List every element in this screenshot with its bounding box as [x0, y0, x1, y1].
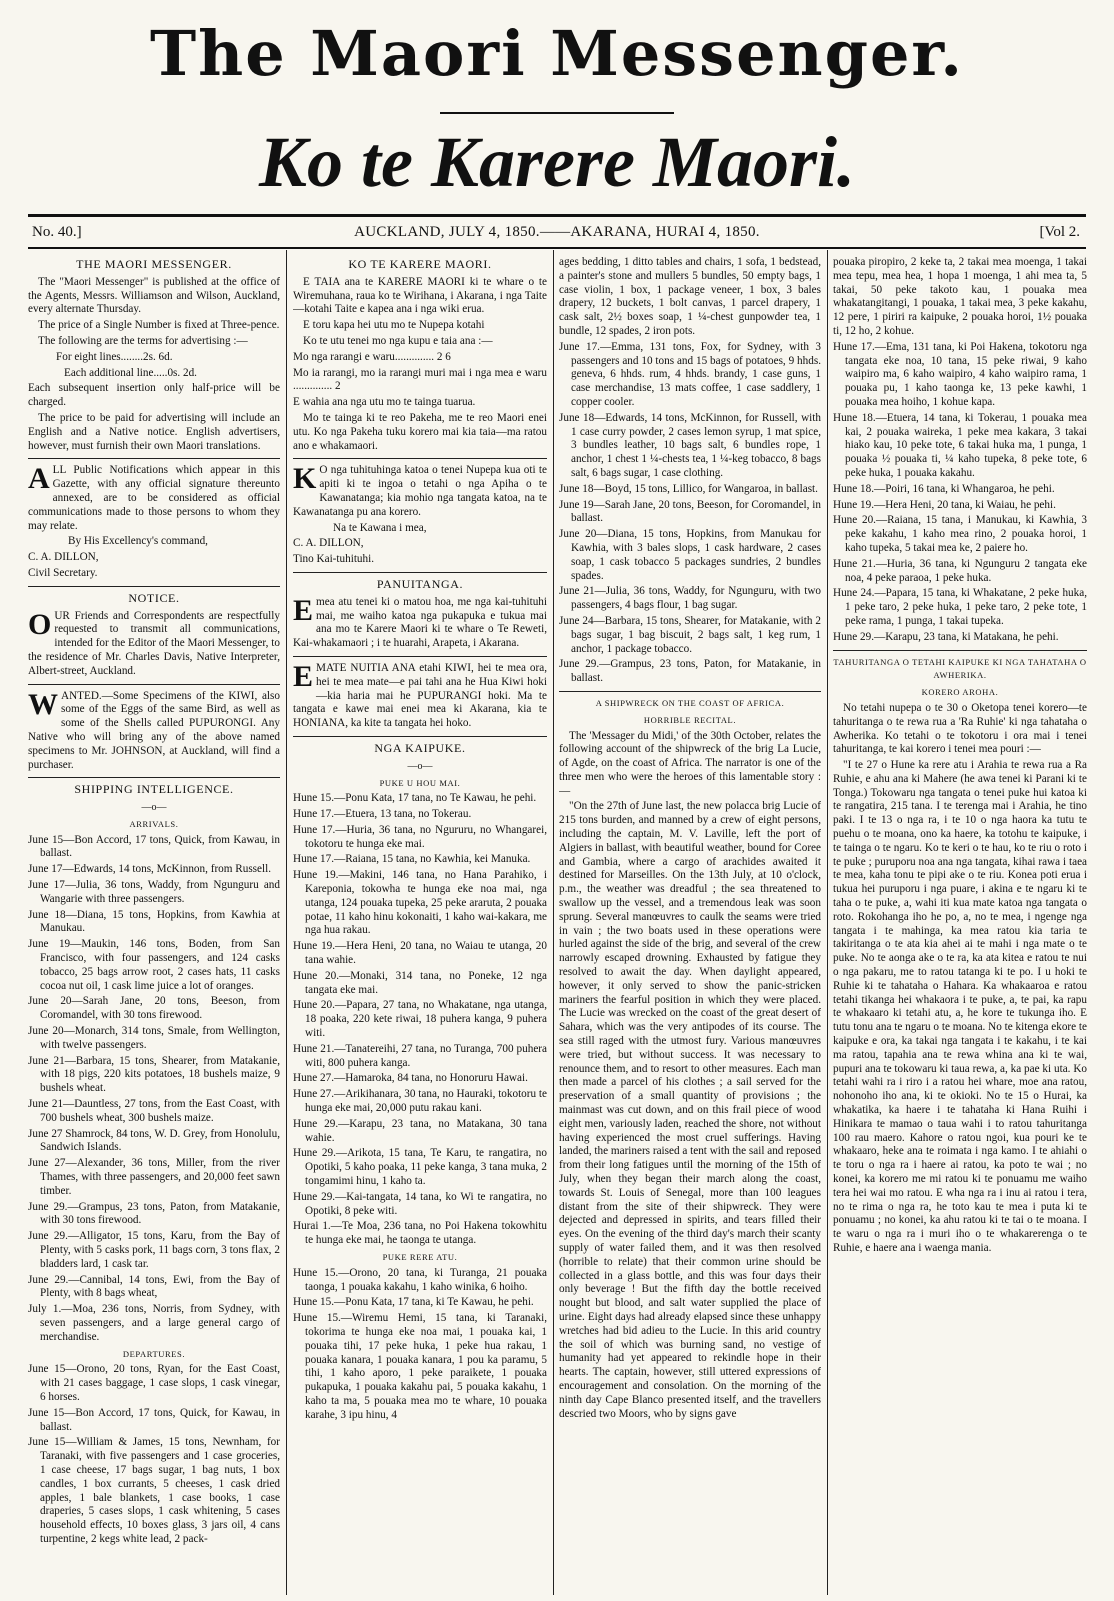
paragraph: E TAIA ana te KARERE MAORI ki te whare o te Wiremuhana, raua ko te Wirihana, i Akarana, i nga Taite—kotahi Taite e kapea ana i nga wiki erua.: [293, 275, 547, 316]
shipping-entry: June 20—Diana, 15 tons, Hopkins, from Manukau for Kawhia, with 3 bales slops, 1 cask hardware, 2 cases soap, 1 cask tobacco 5 packages sundries, 2 bundles spades.: [559, 528, 821, 582]
shipping-entry: June 15—Bon Accord, 17 tons, Quick, from Kawau, in ballast.: [28, 833, 280, 860]
paragraph: No tetahi nupepa o te 30 o Oketopa tenei korero—te tahuritanga o te rewa rua a 'Ra Ruhie' ki nga tahataha o Awherika. Ko tetahi o te tokotoru i ora mai i tenei tahuritanga, te kai korero i tenei mea pouri :—: [833, 701, 1087, 756]
shipping-entry: June 18—Boyd, 15 tons, Lillico, for Wangaroa, in ballast.: [559, 482, 818, 495]
departures-list: [28, 1363, 280, 1546]
command-line: Na te Kawana i mea,: [333, 521, 427, 534]
subheading-departures: DEPARTURES.: [122, 1348, 186, 1359]
shipping-entry: Hune 17.—Etuera, 13 tana, no Tokerau.: [293, 808, 472, 821]
heading-shipwreck: A SHIPWRECK ON THE COAST OF AFRICA.: [595, 697, 785, 708]
signature-name: C. A. DILLON,: [28, 551, 99, 564]
public-notice-maori: [293, 464, 547, 519]
issue-number: No. 40.]: [32, 224, 82, 240]
shipping-entry: Hune 29.—Kai-tangata, 14 tana, ko Wi te rangatira, no Opotiki, 8 peke witi.: [293, 1190, 547, 1217]
heading-karere-maori: KO TE KARERE MAORI.: [348, 257, 492, 271]
paragraph: E toru kapa hei utu mo te Nupepa kotahi: [303, 319, 485, 332]
column-3: [559, 256, 821, 1591]
signature-name: C. A. DILLON,: [293, 537, 364, 550]
shipping-entry: Hune 20.—Monaki, 314 tana, no Poneke, 12 nga tangata eke mai.: [293, 969, 547, 996]
kiwi-advert: [28, 687, 280, 773]
shipping-entry: Hune 19.—Makini, 146 tana, no Hana Parahiko, i Kareponia, tokowha te hunga eke noa mai, nga utanga, 124 pouaka tupeka, 25 peke araruta, 2 pouaka potae, 11 kaho hinu kokonaiti, 1 kaho wai-kakara, me nga hua rakau.: [293, 869, 547, 937]
arrivals-list: [293, 792, 547, 1248]
dateline: [28, 222, 1086, 244]
paragraph: E wahia ana nga utu mo te tainga tuarua.: [293, 396, 476, 409]
shipping-entry: June 18—Edwards, 14 tons, McKinnon, for Russell, with 1 case curry powder, 2 cases lemon syrup, 1 mat spice, 3 bundles leather, 10 bags salt, 6 bundles rope, 1 anchor, 1 chest 1 ¼-chests tea, 1 ¼-keg tobacco, 8 bags salt, 6 bags sugar, 1 case clothing.: [559, 411, 821, 479]
masthead-subtitle: Ko te Karere Maori.: [258, 122, 855, 202]
shipping-entry: June 15—Orono, 20 tons, Ryan, for the East Coast, with 21 cases baggage, 1 case slops, 1 cask vinegar, 6 horses.: [28, 1363, 280, 1403]
shipping-entry: June 24—Barbara, 15 tons, Shearer, for Matakanie, with 2 bags sugar, 1 bag biscuit, 2 bags salt, 1 keg rum, 1 anchor, 1 package tobacco.: [559, 614, 821, 655]
divider: [293, 572, 547, 573]
divider: [293, 458, 547, 459]
notice-text: UR Friends and Correspondents are respectfully requested to transmit all communications, intended for the Editor of the Maori Messenger, to the residence of Mr. Charles Davis, Native Interpreter, Albert-street, Auckland.: [28, 609, 280, 677]
notice-text: LL Public Notifications which appear in this Gazette, with any official signature thereunto annexed, are to be considered as official communications made to those persons to whom they may relate.: [28, 464, 280, 532]
drop-cap: A: [28, 462, 50, 496]
column-divider: [827, 250, 828, 1595]
shipping-entry: June 21—Dauntless, 27 tons, from the East Coast, with 700 bushels wheat, 300 bushels maize.: [28, 1098, 280, 1124]
price-line: Mo nga rarangi e waru.............. 2 6: [293, 350, 451, 363]
shipping-entry: Hune 29.—Karapu, 23 tana, no Matakana, 30 tana wahie.: [293, 1117, 547, 1144]
shipping-entry: Hune 20.—Raiana, 15 tana, i Manukau, ki Kawhia, 3 peke kakahu, 1 kaho mea rino, 2 pouaka horoi, 1 kaho tupeka, 5 takai mea ke, 2 paiere ho.: [833, 514, 1087, 554]
price-line: For eight lines........2s. 6d.: [56, 350, 173, 363]
paragraph: The 'Messager du Midi,' of the 30th October, relates the following account of the shipwreck of the brig La Lucie, of Agde, on the coast of Africa. The narrator is one of the three men who were the heroes of this lamentable story :—: [559, 729, 821, 797]
issue-date: AUCKLAND, JULY 4, 1850.——AKARANA, HURAI 4, 1850.: [354, 224, 760, 240]
drop-cap: K: [293, 462, 317, 496]
drop-cap: E: [293, 659, 314, 693]
column-divider: [286, 250, 287, 1595]
shipping-entry: June 27 Shamrock, 84 tons, W. D. Grey, from Honolulu, Sandwich Islands.: [28, 1127, 280, 1154]
divider: [559, 691, 821, 692]
paragraph: Ko te utu tenei mo nga kupu e taia ana :—: [303, 334, 493, 347]
shipping-entry: Hune 15.—Ponu Kata, 17 tana, ki Te Kawau, he pehi.: [293, 1296, 534, 1309]
shipping-entry: July 1.—Moa, 236 tons, Norris, from Sydney, with seven passengers, and a large general cargo of merchandise.: [28, 1303, 280, 1343]
advert-text: MATE NUITIA ANA etahi KIWI, hei te mea ora, hei te mea mate—e pai tahi ana he Hua Kiwi hoki—kia haria mai he PUPURANGI hoki. Ma te tangata e kawe mai enei mea ki Akarana, kia te HONIANA, ka kite ta tangata hei hoko.: [293, 661, 547, 730]
shipping-entry: Hurai 1.—Te Moa, 236 tana, no Poi Hakena tokowhitu te hunga eke mai, he taonga te utanga.: [293, 1220, 547, 1247]
shipping-entry: Hune 29.—Karapu, 23 tana, ki Matakana, he pehi.: [833, 630, 1059, 643]
shipping-entry: Hune 17.—Huria, 36 tana, no Ngururu, no Whangarei, tokotoru te hunga eke mai.: [293, 823, 547, 850]
heading-nga-kaipuke: NGA KAIPUKE.: [374, 740, 466, 755]
paragraph: The price of a Single Number is fixed at Three-pence.: [38, 319, 280, 332]
shipping-entry: Hune 20.—Papara, 27 tana, no Whakatane, nga utanga, 18 poaka, 220 kete riwai, 18 puhera kanga, 9 puhera witi.: [293, 999, 547, 1040]
shipping-entry: June 29.—Grampus, 23 tons, Paton, for Matakanie, in ballast.: [559, 658, 821, 685]
shipping-entry: Hune 21.—Huria, 36 tana, ki Ngunguru 2 tangata eke noa, 4 peke paraoa, 1 peke huka.: [833, 557, 1087, 584]
notice-text: mea atu tenei ki o matou hoa, me nga kai-tuhituhi mai, me waiho katoa nga pukapuka e tukua mai ana mo te Karere Maori ki te whare o Te Reweti, Kai-whakamaori ; i te huarahi, Arapeta, i Akarana.: [293, 595, 547, 650]
shipping-entry: Hune 27.—Hamaroka, 84 tana, no Honoruru Hawai.: [293, 1072, 528, 1085]
shipping-entry: June 29.—Cannibal, 14 tons, Ewi, from the Bay of Plenty, with 8 bags wheat,: [28, 1273, 280, 1300]
shipping-entry: June 29.—Alligator, 15 tons, Karu, from the Bay of Plenty, with 5 casks pork, 11 bags corn, 3 tons flax, 2 bladders lard, 1 cask tar.: [28, 1230, 280, 1270]
paragraph: The "Maori Messenger" is published at the office of the Agents, Messrs. Williamson and Wilson, Auckland, every alternate Thursday.: [28, 275, 280, 316]
public-notice: [28, 464, 280, 533]
price-line: Each additional line.....0s. 2d.: [64, 366, 197, 379]
shipping-entry: June 29.—Grampus, 23 tons, Paton, from Matakanie, with 30 tons firewood.: [28, 1200, 280, 1227]
shipping-entry: June 15—Bon Accord, 17 tons, Quick, for Kawau, in ballast.: [28, 1406, 280, 1433]
price-line: Mo ia rarangi, mo ia rarangi muri mai i nga mea e waru .............. 2: [293, 366, 547, 393]
divider: [293, 656, 547, 657]
paragraph: "On the 27th of June last, the new polacca brig Lucie of 215 tons burden, and manned by a crew of eight persons, including the captain, M. V. Laville, left the port of Algiers in ballast, with beautiful weather, bound for Coree and Gambia, where a cargo of arachides awaited it destined for Marseilles. On the 13th July, at 10 o'clock, p.m., the weather was dreadful ; the sea threatened to swallow up the vessel, and a tremendous leak was soon sprung. Several manœuvres to caulk the seams were tried in vain ; the two boats used in these operations were hurled against the side of the brig, and several of the crew narrowly escaped drowning. Exhausted by fatigue they resolved to await the day. When daylight appeared, however, it only served to show the panic-stricken mariners the fearful position in which they were placed. The Lucie was wrecked on the coast of the great desert of Sahara, which was the very antipodes of its course. The sea still raged with the utmost fury. Various manœuvres were tried, but without success. It was necessary to renounce them, and to resort to other measures. Each man then made a parcel of his clothes ; a sail served for the preservation of a small quantity of provisions ; the mainmast was cut down, and on this frail piece of wood eight men, variously laden, reached the shore, not without having experienced the most cruel sufferings. Having landed, the mariners raised a tent with the sail and reposed from their long fatigues until the morning of the 15th of July, when they began their march along the coast, towards St. Louis of Senegal, more than 100 leagues distant from the site of their shipwreck. They were dejected and depressed in spirits, and tears filled their eyes. On the evening of the third day's march their scanty supply of water failed them, and it was then resolved (horrible to relate) that their common urine should be collected in a glass bottle, and this was four days their only beverage ! But the fifth day the bottle received nought but blood, and salt water supplied the place of urine. Eight days had already elapsed since these unhappy wretches had bid adieu to the Lucie. In this arid country the soil of which was burning sand, no vestige of humanity had yet appeared to rekindle hope in their hearts. The captain, however, still uttered expressions of encouragement and consolation. On the morning of the ninth day Cape Blanco presented itself, and the travellers descried two Moors, who by signs gave: [559, 800, 821, 1420]
column-1: [28, 256, 280, 1591]
shipping-entry: Hune 24.—Papara, 15 tana, ki Whakatane, 2 peke huka, 1 peke taro, 2 peke huka, 1 peke taro, 2 peke tote, 1 peke rama, 1 punga, 1 takai tupeka.: [833, 587, 1087, 627]
dash-ornament: —o—: [141, 802, 167, 814]
subheading-horrible-recital: HORRIBLE RECITAL.: [643, 714, 737, 725]
kiwi-advert-maori: [293, 659, 547, 731]
shipping-entry: Hune 27.—Arikihanara, 30 tana, no Hauraki, tokotoru te hunga eke mai, 20,000 putu rakau kani.: [293, 1088, 547, 1115]
paragraph: The price to be paid for advertising will include an English and a Native notice. English advertisers, however, must furnish their own Maori translations.: [28, 411, 280, 452]
shipping-entry: Hune 19.—Hera Heni, 20 tana, ki Waiau, he pehi.: [833, 498, 1056, 511]
shipping-entry: Hune 17.—Ema, 131 tana, ki Poi Hakena, tokotoru nga tangata eke noa, 10 tana, 15 peke riwai, 9 kaho waipiro ma, 6 kaho waipiro, 4 kaho waipiro rama, 1 pouaka pu, 1 kaho taonga ke, 13 peke kawhi, 1 pouaka mea hoiho, 1 kohue kapa.: [833, 340, 1087, 408]
masthead-title: The Maori Messenger.: [150, 17, 964, 90]
dash-ornament: —o—: [407, 760, 433, 772]
shipping-entry: Hune 18.—Etuera, 14 tana, ki Tokerau, 1 pouaka mea kai, 2 pouaka waireka, 1 peke mea kakara, 3 takai hiako kau, 10 peke tote, 6 takai huka ma, 1 punga, 1 pouaka ½ pouaka ti, ¼ kaho tupeka, 8 peke tote, 6 peke huka, 1 pouaka kakahu.: [833, 411, 1087, 479]
divider: [28, 586, 280, 587]
paragraph: "I te 27 o Hune ka rere atu i Arahia te rewa rua a Ra Ruhie, e ahu ana ki Mahere (he awa tenei ki Parani ki te Tonga.) Tokowaru nga tangata o tenei puke hui katoa ki te rangatira, 215 tana. I te terenga mai i Arahia, he tino paki. I te 13 o nga ra, i te 10 o nga haora ka tutu te puehu o te moana, ono ka haere, ka totohu te kaipuke, i te tainga o te ngaru. Ko te keri o te hau, ko te riu o roto i te puke ; puruporu noa ana nga tangata, kihai rawa i taea te mea, kaha tonu te pipi ake o te riu. Konea poti erua i tukua hei puruporu i nga puare, i akina e te ngaru ki te taha o te puke, a, wahi iti kua mate katoa nga tangata o roto. Rokohanga iho he po, a, no te mea, i ngenge nga tangata i te mahinga, ka mea ratou kia taria te takiritanga o te ata kia ahei ai te mahi i nga mate o te puke. No te aonga ake o te ra, ka ata kitea e ratou te nui o nga pakaru, me to ratou tatanga ki te po. I u hoki te Ruhie ki te tahataha o Hahara. Ka whakaaroa e ratou tetahi tikanga hei whakaora i te puke, a, te pai, ka rapu te whakaaro ki tetahi atu, a, he kore te tukunga iho. E tutu tonu ana te ngaru o te moana. No te kitenga ekore te kaipuke e ora, ka takai nga tangata i te kakahu, i te kai ma ratou, tapahia ana te rewa whina ana ki te wai, pupuri ana te tokowaru ki taua rewa, a, ka pae ki uta. Ko tetahi wahi ra i riro i a ratou hei whare, moe ana ratou, nohonoho iho ana, ki te okioki. No te 15 o Hurai, ka whakatika, ka haere i te tahataha ki Hana Ruihi i Hinikara te mamao o taua wahi i to ratou tahuritanga 100 rau maero. Kahore o ratou ngoi, kua pouri ke te whakaaro, heke ana te roimata i nga kamo. I te ahiahi o te toru o nga ra i haere ai ratou, ka poto te wai ; no konei, ka korero me mi ratou ki te ponuamu me waiho tera hei wai mo ratou. E wha nga ra i inu ai ratou i tera, no te rima o nga ra, he toto kau te mea i puta ki te ponuamu ; no konei, ka ahu ratou ki te tai o te moana. I te waru o nga ra i muri iho o te whakarerenga o te Ruhie, e haere ana i waenga mania.: [833, 759, 1087, 1254]
divider: [28, 777, 280, 778]
paragraph: pouaka piropiro, 2 keke ta, 2 takai mea moenga, 1 takai mea tepu, mea hea, 1 hopa 1 moenga, 1 ahi mea ta, 5 takai, 50 peke takoto kau, 1 pouaka mea whakatangitangi, 1 pouaka, 1 takai mea, 3 peke kakahu, 12 pere, 1 piriri ra kaipuke, 2 pouaka horoi, 1½ pouaka ti, 12 ho, 2 kohue.: [833, 256, 1087, 337]
subheading-arrivals: ARRIVALS.: [129, 818, 179, 829]
shipping-entry: Hune 15.—Ponu Kata, 17 tana, no Te Kawau, he pehi.: [293, 792, 537, 805]
panuitanga: [293, 593, 547, 651]
advert-text: ANTED.—Some Specimens of the KIWI, also some of the Eggs of the same Bird, as well as some of the Shells called PUPURONGI. Any Native who will bring any of the above named specimens to Mr. JOHNSON, at Auckland, will find a purchaser.: [28, 689, 280, 771]
heading-shipping: SHIPPING INTELLIGENCE.: [74, 782, 234, 797]
shipping-entry: June 27—Alexander, 36 tons, Miller, from the river Thames, with three passengers, and 20,000 feet sawn timber.: [28, 1157, 280, 1197]
shipping-entry: June 17.—Emma, 131 tons, Fox, for Sydney, with 3 passengers and 10 tons and 15 bags of potatoes, 9 hhds. geneva, 6 hhds. rum, 4 hhds. brandy, 1 case guns, 1 case merchandise, 13 mats coffee, 1 case saddlery, 1 copper cooler.: [559, 340, 821, 408]
drop-cap: W: [28, 687, 58, 721]
shipping-entry: Hune 18.—Poiri, 16 tana, ki Whangaroa, he pehi.: [833, 482, 1055, 495]
shipping-entry: Hune 21.—Tanatereihi, 27 tana, no Turanga, 700 puhera witi, 800 puhera kanga.: [293, 1042, 547, 1069]
notice: [28, 607, 280, 679]
dateline-bottom-rule: [28, 247, 1086, 249]
paragraph: ages bedding, 1 ditto tables and chairs, 1 sofa, 1 bedstead, a painter's stone and mullers 5 bundles, 50 empty bags, 1 case violin, 1 box, 1 package veneer, 1 box, 3 bales drapery, 12 buckets, 1 bolt canvas, 1 parcel drapery, 1 cask salt, 2½ boxes soap, 1 ¼-chest gunpowder tea, 1 bundle, 12 spades, 2 iron pots.: [559, 256, 821, 337]
shipping-entry: June 17—Julia, 36 tons, Waddy, from Ngunguru and Wangarie with three passengers.: [28, 879, 280, 905]
heading-tahuritanga: TAHURITANGA O TETAHI KAIPUKE KI NGA TAHATAHA O AWHERIKA.: [833, 656, 1087, 681]
command-line: By His Excellency's command,: [68, 535, 208, 548]
drop-cap: E: [293, 593, 314, 627]
shipping-entry: June 20—Monarch, 314 tons, Smale, from Wellington, with twelve passengers.: [28, 1025, 280, 1051]
dateline-top-rule: [28, 214, 1086, 217]
heading-panuitanga: PANUITANGA.: [376, 576, 464, 591]
divider: [28, 684, 280, 685]
subheading-departures: PUKE RERE ATU.: [382, 1252, 458, 1262]
departures-list: [293, 1267, 547, 1423]
paragraph: Each subsequent insertion only half-price will be charged.: [28, 382, 280, 409]
paragraph: The following are the terms for advertising :—: [38, 334, 248, 347]
divider: [293, 736, 547, 737]
departures-list: [833, 341, 1087, 645]
shipping-entry: June 18—Diana, 15 tons, Hopkins, from Kawhia at Manukau.: [28, 908, 280, 935]
column-4: [833, 256, 1087, 1591]
shipping-entry: Hune 17.—Raiana, 15 tana, no Kawhia, kei Manuka.: [293, 853, 531, 866]
divider: [833, 650, 1087, 651]
heading-notice: NOTICE.: [128, 590, 180, 605]
shipping-entry: June 15—William & James, 15 tons, Newnham, for Taranaki, with five passengers and 1 case groceries, 1 case cheese, 17 bags sugar, 1 bag nuts, 1 box candles, 1 box currants, 5 cheeses, 1 cask dried apples, 1 bale blankets, 1 case books, 1 case draperies, 5 cases slops, 1 cask whitening, 5 cases household effects, 10 boxes glass, 3 jars oil, 4 cans turpentine, 2 kegs white lead, 2 pack-: [28, 1436, 280, 1545]
shipping-entry: Hune 29.—Arikota, 15 tana, Te Karu, te rangatira, no Opotiki, 5 kaho poaka, 11 peke kanga, 3 tana muka, 2 tongamimi hinu, 1 kaho ta.: [293, 1147, 547, 1188]
shipping-entry: Hune 15.—Wiremu Hemi, 15 tana, ki Taranaki, tokorima te hunga eke noa mai, 1 pouaka kai, 1 pouaka tihi, 17 peke huka, 1 peke hua rakau, 1 pouaka kanara, 1 pouaka kanara, 1 pou ka paramu, 5 tihi, 1 kaho aporo, 1 peke paraikete, 1 pouaka pukapuka, 1 pouaka kakahu pai, 5 pouaka kakahu, 1 kaho ta ma, 5 pouaka mea mo te whare, 10 pouaka karahe, 3 ipu hinu, 4: [293, 1312, 547, 1421]
volume-number: [Vol 2.: [1039, 224, 1080, 240]
shipping-entry: June 19—Sarah Jane, 20 tons, Beeson, for Coromandel, in ballast.: [559, 498, 821, 525]
signature-title: Tino Kai-tuhituhi.: [293, 553, 375, 566]
shipping-entry: June 17—Edwards, 14 tons, McKinnon, from Russell.: [28, 863, 272, 876]
shipping-entry: June 20—Sarah Jane, 20 tons, Beeson, from Coromandel, with 30 tons firewood.: [28, 995, 280, 1022]
shipping-entry: Hune 19.—Hera Heni, 20 tana, no Waiau te utanga, 20 tana wahie.: [293, 940, 547, 967]
signature-title: Civil Secretary.: [28, 566, 98, 579]
arrivals-list: [28, 834, 280, 1345]
shipping-entry: June 19—Maukin, 146 tons, Boden, from San Francisco, with four passengers, and 124 casks tobacco, 25 bags arrow root, 2 cases hats, 11 casks cocoa nut oil, 1 cask lime juice a lot of oranges.: [28, 938, 280, 992]
shipping-entry: June 21—Barbara, 15 tons, Shearer, from Matakanie, with 18 pigs, 220 kits potatoes, 18 bushels maize, 9 bushels wheat.: [28, 1054, 280, 1095]
heading-maori-messenger: THE MAORI MESSENGER.: [76, 257, 232, 271]
subheading-arrivals: PUKE U HOU MAI.: [379, 777, 461, 788]
paragraph: Mo te tainga ki te reo Pakeha, me te reo Maori enei utu. Ko nga Pakeha tuku korero mai kia taia—ma ratou ano e whakamaori.: [293, 411, 547, 452]
column-divider: [553, 250, 554, 1595]
column-2: [293, 256, 547, 1591]
shipping-entry: Hune 15.—Orono, 20 tana, ki Turanga, 21 pouaka taonga, 1 pouaka kakahu, 1 kaho winika, 6 hoiho.: [293, 1266, 547, 1293]
divider: [28, 458, 280, 459]
notice-text: O nga tuhituhinga katoa o tenei Nupepa kua oti te apiti ki te ingoa o tetahi o nga Apiha o te Kawanatanga; kia mohio nga tangata katoa, na te Kawanatanga pu ana korero.: [293, 464, 547, 518]
subheading-korero-aroha: KORERO AROHA.: [921, 687, 999, 698]
shipping-entry: June 21—Julia, 36 tons, Waddy, for Ngunguru, with two passengers, 4 bags flour, 1 bag sugar.: [559, 585, 821, 612]
departures-list: [559, 341, 821, 686]
drop-cap: O: [28, 607, 52, 641]
